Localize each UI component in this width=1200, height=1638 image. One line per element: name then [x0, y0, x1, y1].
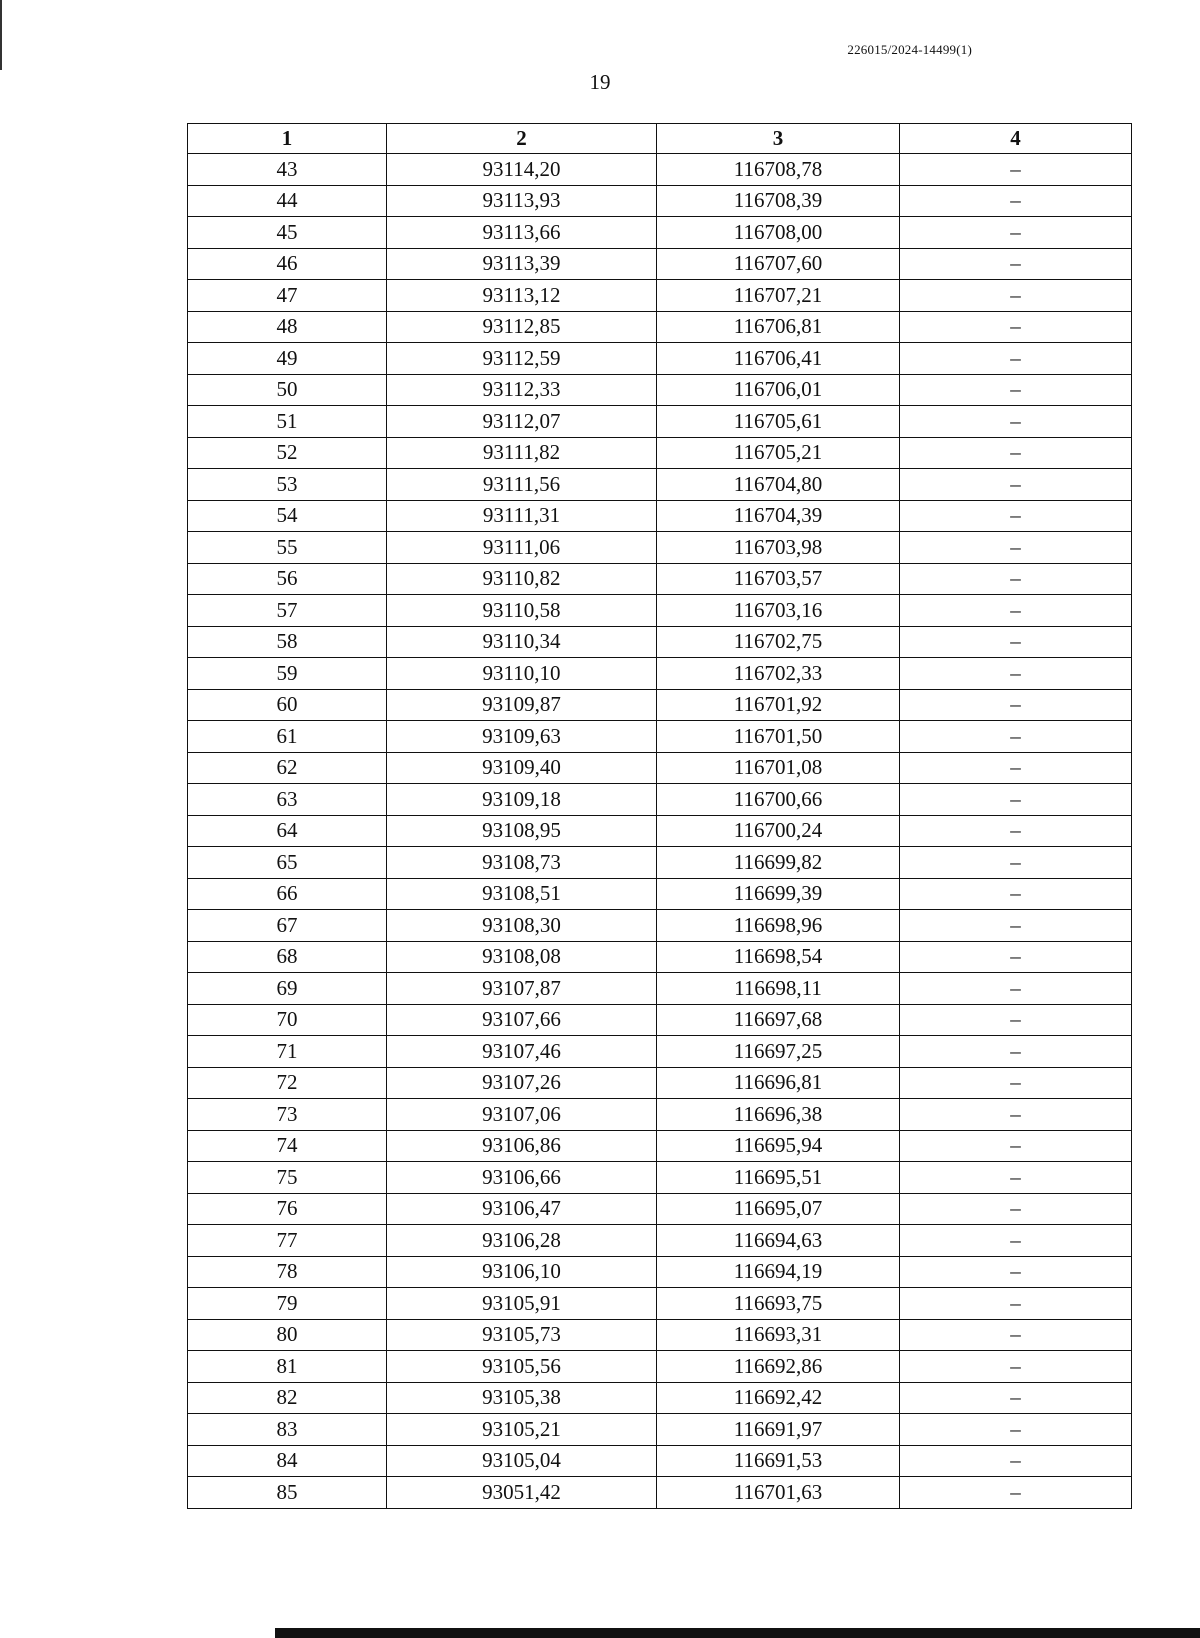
table-row [188, 626, 1132, 658]
table-cell: 93107,66 [387, 1004, 657, 1036]
table-cell: 116692,42 [657, 1382, 900, 1414]
table-cell: 116708,00 [657, 217, 900, 249]
coordinates-table [187, 123, 1132, 1509]
table-cell: 116706,41 [657, 343, 900, 375]
table-cell: 116705,61 [657, 406, 900, 438]
table-cell: – [900, 626, 1132, 658]
table-cell: 48 [188, 311, 387, 343]
table-row [188, 1162, 1132, 1194]
table-cell: 116701,63 [657, 1477, 900, 1509]
table-cell: 50 [188, 374, 387, 406]
table-cell: 83 [188, 1414, 387, 1446]
table-cell: – [900, 563, 1132, 595]
table-cell: 116706,01 [657, 374, 900, 406]
table-row [188, 595, 1132, 627]
table-row [188, 1288, 1132, 1320]
table-cell: 93109,87 [387, 689, 657, 721]
table-cell: 116691,53 [657, 1445, 900, 1477]
table-row [188, 658, 1132, 690]
table-cell: 93112,85 [387, 311, 657, 343]
table-cell: 62 [188, 752, 387, 784]
table-row [188, 1256, 1132, 1288]
table-cell: 47 [188, 280, 387, 312]
table-cell: 116705,21 [657, 437, 900, 469]
table-cell: – [900, 1319, 1132, 1351]
table-cell: – [900, 1130, 1132, 1162]
table-cell: 93114,20 [387, 154, 657, 186]
table-cell: – [900, 689, 1132, 721]
table-cell: 93105,21 [387, 1414, 657, 1446]
table-row [188, 1414, 1132, 1446]
table-row [188, 973, 1132, 1005]
table-cell: 116703,16 [657, 595, 900, 627]
table-cell: 116699,39 [657, 878, 900, 910]
table-cell: – [900, 469, 1132, 501]
table-cell: 64 [188, 815, 387, 847]
table-cell: 116697,25 [657, 1036, 900, 1068]
table-cell: 70 [188, 1004, 387, 1036]
table-cell: 93105,38 [387, 1382, 657, 1414]
table-cell: 82 [188, 1382, 387, 1414]
table-cell: 93110,58 [387, 595, 657, 627]
table-cell: – [900, 185, 1132, 217]
table-cell: 93111,82 [387, 437, 657, 469]
table-cell: 93111,56 [387, 469, 657, 501]
table-cell: 93113,12 [387, 280, 657, 312]
table-cell: 93107,46 [387, 1036, 657, 1068]
table-cell: 67 [188, 910, 387, 942]
table-cell: 93107,06 [387, 1099, 657, 1131]
table-cell: – [900, 154, 1132, 186]
table-cell: 116697,68 [657, 1004, 900, 1036]
table-cell: 93105,56 [387, 1351, 657, 1383]
table-cell: 72 [188, 1067, 387, 1099]
table-cell: 93107,26 [387, 1067, 657, 1099]
table-row [188, 374, 1132, 406]
table-cell: 116695,51 [657, 1162, 900, 1194]
table-cell: – [900, 1256, 1132, 1288]
table-cell: 93113,93 [387, 185, 657, 217]
table-row [188, 1319, 1132, 1351]
column-header: 4 [900, 124, 1132, 154]
table-cell: 55 [188, 532, 387, 564]
table-cell: 93109,40 [387, 752, 657, 784]
table-cell: – [900, 532, 1132, 564]
table-cell: 74 [188, 1130, 387, 1162]
table-row [188, 217, 1132, 249]
table-cell: 116706,81 [657, 311, 900, 343]
table-row [188, 1382, 1132, 1414]
table-cell: – [900, 847, 1132, 879]
table-cell: 81 [188, 1351, 387, 1383]
table-row [188, 878, 1132, 910]
table-cell: 116691,97 [657, 1414, 900, 1446]
table-cell: – [900, 311, 1132, 343]
table-row [188, 532, 1132, 564]
table-cell: 116704,39 [657, 500, 900, 532]
table-header-row [188, 124, 1132, 154]
table-cell: 116702,33 [657, 658, 900, 690]
table-cell: 116701,50 [657, 721, 900, 753]
table-cell: 58 [188, 626, 387, 658]
table-cell: 84 [188, 1445, 387, 1477]
table-row [188, 500, 1132, 532]
table-row [188, 311, 1132, 343]
table-cell: 61 [188, 721, 387, 753]
table-cell: 77 [188, 1225, 387, 1257]
table-cell: – [900, 280, 1132, 312]
table-row [188, 1099, 1132, 1131]
table-row [188, 1445, 1132, 1477]
table-cell: 80 [188, 1319, 387, 1351]
table-cell: – [900, 374, 1132, 406]
table-cell: 85 [188, 1477, 387, 1509]
table-cell: 93106,86 [387, 1130, 657, 1162]
table-cell: 93113,39 [387, 248, 657, 280]
table-cell: – [900, 910, 1132, 942]
table-cell: 52 [188, 437, 387, 469]
table-row [188, 563, 1132, 595]
table-cell: 116707,21 [657, 280, 900, 312]
table-cell: 93113,66 [387, 217, 657, 249]
table-cell: 53 [188, 469, 387, 501]
table-cell: 116703,57 [657, 563, 900, 595]
table-cell: 116695,07 [657, 1193, 900, 1225]
table-cell: 116694,19 [657, 1256, 900, 1288]
table-cell: 93108,51 [387, 878, 657, 910]
table-row [188, 154, 1132, 186]
table-cell: 93112,33 [387, 374, 657, 406]
table-cell: 93106,66 [387, 1162, 657, 1194]
table-row [188, 847, 1132, 879]
table-cell: 60 [188, 689, 387, 721]
table-cell: – [900, 1351, 1132, 1383]
table-row [188, 437, 1132, 469]
table-cell: – [900, 784, 1132, 816]
table-cell: – [900, 1414, 1132, 1446]
table-cell: – [900, 973, 1132, 1005]
table-cell: – [900, 1225, 1132, 1257]
table-row [188, 1004, 1132, 1036]
document-number: 226015/2024-14499(1) [847, 42, 972, 57]
table-cell: – [900, 1382, 1132, 1414]
table-cell: 116693,31 [657, 1319, 900, 1351]
table-cell: – [900, 1036, 1132, 1068]
table-cell: 93106,28 [387, 1225, 657, 1257]
table-cell: – [900, 406, 1132, 438]
table-cell: 59 [188, 658, 387, 690]
table-body [188, 154, 1132, 1509]
table-cell: – [900, 217, 1132, 249]
table-cell: – [900, 437, 1132, 469]
table-row [188, 1477, 1132, 1509]
table-row [188, 1193, 1132, 1225]
table-cell: 68 [188, 941, 387, 973]
table-cell: – [900, 1067, 1132, 1099]
table-cell: 73 [188, 1099, 387, 1131]
table-cell: 116699,82 [657, 847, 900, 879]
table-cell: 116708,78 [657, 154, 900, 186]
table-row [188, 406, 1132, 438]
table-cell: 66 [188, 878, 387, 910]
table-cell: 93112,07 [387, 406, 657, 438]
table-cell: 93107,87 [387, 973, 657, 1005]
table-cell: 116700,66 [657, 784, 900, 816]
table-cell: 65 [188, 847, 387, 879]
table-cell: – [900, 500, 1132, 532]
table-cell: 93106,10 [387, 1256, 657, 1288]
table-row [188, 721, 1132, 753]
table-cell: 93105,04 [387, 1445, 657, 1477]
table-cell: 63 [188, 784, 387, 816]
table-cell: 116700,24 [657, 815, 900, 847]
table-cell: 93108,08 [387, 941, 657, 973]
table-row [188, 1130, 1132, 1162]
table-cell: – [900, 343, 1132, 375]
table-cell: – [900, 1193, 1132, 1225]
coordinates-table-container [187, 123, 1131, 1509]
table-cell: 116695,94 [657, 1130, 900, 1162]
table-cell: 93112,59 [387, 343, 657, 375]
table-cell: 93111,31 [387, 500, 657, 532]
table-cell: 71 [188, 1036, 387, 1068]
table-row [188, 469, 1132, 501]
table-cell: 116694,63 [657, 1225, 900, 1257]
table-cell: 93111,06 [387, 532, 657, 564]
table-cell: – [900, 1004, 1132, 1036]
table-cell: – [900, 1099, 1132, 1131]
table-cell: – [900, 248, 1132, 280]
column-header: 1 [188, 124, 387, 154]
table-cell: 79 [188, 1288, 387, 1320]
table-cell: – [900, 721, 1132, 753]
table-row [188, 280, 1132, 312]
table-row [188, 815, 1132, 847]
table-row [188, 752, 1132, 784]
table-cell: 116692,86 [657, 1351, 900, 1383]
table-cell: 56 [188, 563, 387, 595]
table-cell: 116703,98 [657, 532, 900, 564]
table-cell: 116696,38 [657, 1099, 900, 1131]
table-cell: – [900, 658, 1132, 690]
table-cell: 116707,60 [657, 248, 900, 280]
table-cell: 116698,54 [657, 941, 900, 973]
table-cell: 93109,63 [387, 721, 657, 753]
scan-edge-mark [0, 0, 2, 70]
table-cell: – [900, 941, 1132, 973]
table-row [188, 910, 1132, 942]
column-header: 2 [387, 124, 657, 154]
table-cell: – [900, 815, 1132, 847]
table-cell: – [900, 1288, 1132, 1320]
table-cell: 116702,75 [657, 626, 900, 658]
table-row [188, 941, 1132, 973]
table-cell: 57 [188, 595, 387, 627]
table-cell: 43 [188, 154, 387, 186]
column-header: 3 [657, 124, 900, 154]
table-cell: 93110,34 [387, 626, 657, 658]
page-number: 19 [589, 70, 611, 94]
table-cell: 93051,42 [387, 1477, 657, 1509]
table-cell: 116698,96 [657, 910, 900, 942]
table-row [188, 248, 1132, 280]
table-cell: 116701,92 [657, 689, 900, 721]
table-cell: 44 [188, 185, 387, 217]
table-row [188, 689, 1132, 721]
table-row [188, 1225, 1132, 1257]
table-cell: 93106,47 [387, 1193, 657, 1225]
table-cell: 116701,08 [657, 752, 900, 784]
table-cell: 49 [188, 343, 387, 375]
table-cell: – [900, 1162, 1132, 1194]
table-cell: 69 [188, 973, 387, 1005]
table-cell: 76 [188, 1193, 387, 1225]
table-cell: 78 [188, 1256, 387, 1288]
table-cell: 93108,95 [387, 815, 657, 847]
table-cell: – [900, 752, 1132, 784]
table-cell: 93105,91 [387, 1288, 657, 1320]
table-cell: 116708,39 [657, 185, 900, 217]
table-cell: 46 [188, 248, 387, 280]
table-cell: 75 [188, 1162, 387, 1194]
table-cell: 45 [188, 217, 387, 249]
table-cell: – [900, 878, 1132, 910]
table-row [188, 1036, 1132, 1068]
table-cell: 93110,82 [387, 563, 657, 595]
table-cell: 116693,75 [657, 1288, 900, 1320]
table-cell: 54 [188, 500, 387, 532]
table-cell: 93108,73 [387, 847, 657, 879]
scan-bottom-bar [275, 1628, 1200, 1638]
table-row [188, 1067, 1132, 1099]
table-cell: 93108,30 [387, 910, 657, 942]
table-cell: – [900, 1445, 1132, 1477]
table-cell: 51 [188, 406, 387, 438]
table-cell: 93105,73 [387, 1319, 657, 1351]
table-cell: 116698,11 [657, 973, 900, 1005]
table-cell: 116704,80 [657, 469, 900, 501]
table-row [188, 1351, 1132, 1383]
table-row [188, 343, 1132, 375]
table-cell: – [900, 595, 1132, 627]
table-cell: 93110,10 [387, 658, 657, 690]
table-row [188, 185, 1132, 217]
table-cell: – [900, 1477, 1132, 1509]
table-cell: 93109,18 [387, 784, 657, 816]
table-cell: 116696,81 [657, 1067, 900, 1099]
table-row [188, 784, 1132, 816]
